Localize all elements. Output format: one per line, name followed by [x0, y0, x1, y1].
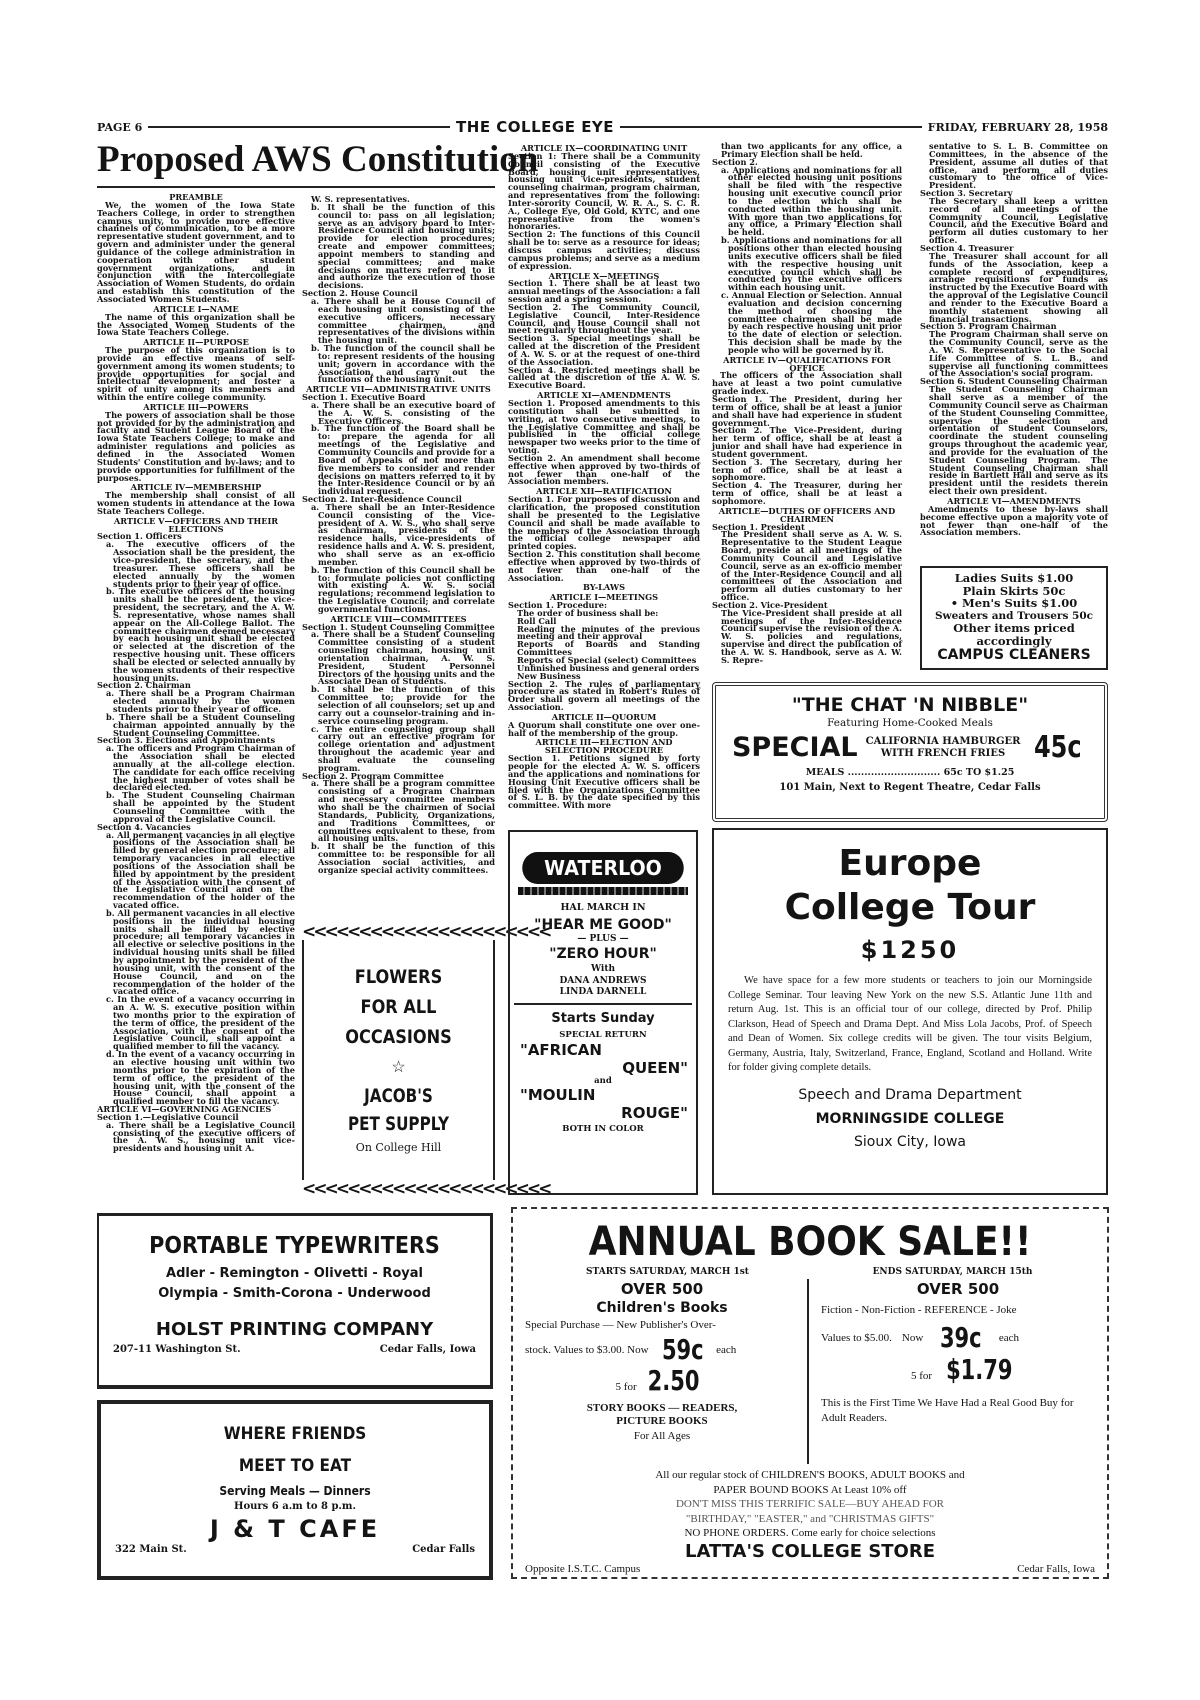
- clause: b. The executive officers of the housing units shall be the president, the vice-president, the secretary, and the A. W. S. representative, whose names shall appear on the All-College Ballot. The committee chairmen deemed necessary by each housing unit shall be elected or selected at the discretion of the respective housing unit. These officers shall be elected or selected annually by the women students of their respective housing units.: [106, 586, 295, 683]
- clause: a. There shall be an executive board of the A. W. S. consisting of the Executive Officers.: [311, 399, 495, 426]
- section-text: Section 1. For purposes of discussion and clarification, the proposed constitution shall be presented to the Legislative Council and shall be made available to the members of the Association through the official college newspaper and printed copies.: [508, 494, 700, 552]
- clause: a. Applications and nominations for all other elected housing unit positions shall be filed with the respective housing unit executive council prior to the election which shall be conducted within the housing unit. With more than two applications for any office, a Primary Election shall be held.: [721, 164, 902, 238]
- ad-line: NO PHONE ORDERS. Come early for choice selections: [684, 1527, 936, 1539]
- ad-line: PET SUPPLY: [347, 1113, 450, 1135]
- childrens-offer: [525, 1279, 809, 1464]
- brand-list: Olympia - Smith-Corona - Underwood: [158, 1286, 431, 1301]
- special-label: SPECIAL: [731, 732, 858, 763]
- ad-line: — PLUS —: [577, 934, 629, 944]
- headline: Proposed AWS Constitution: [97, 138, 495, 188]
- price: 39c: [940, 1321, 982, 1354]
- section-text: Section 5. Program Chairman: [920, 321, 1057, 332]
- section-text: Section 1. Petitions signed by forty people for the elected A. W. S. officers and the applications and nominations for Housing Unit Executive officers shall be filed with the Organizations Committee of S. L. B. by the date specified by this committee. With more: [508, 753, 700, 811]
- clause: b. The Student Counseling Chairman shall be appointed by the Student Counseling Committee with the approval of the Legislative Council.: [106, 790, 295, 824]
- dot-leader: ............................: [847, 767, 941, 778]
- article-heading: BY-LAWS: [582, 582, 625, 593]
- paragraph: We, the women of the Iowa State Teachers College, in order to strengthen campus unity, to provide more effective channels of communication, to be a more representative student government, and to govern and administer under the general guidance of the college administration in cooperation with other student government organizations, and in conjunction with the Intercollegiate Association of Women Students, do ordain and establish this constitution of the Associated Women Students.: [97, 199, 295, 304]
- ad-line: BOTH IN COLOR: [562, 1124, 644, 1134]
- ad-line: DON'T MISS THIS TERRIFIC SALE—BUY AHEAD FOR: [675, 1498, 945, 1510]
- article-heading: ARTICLE VIII—COMMITTEES: [330, 613, 467, 624]
- address: 322 Main St.: [115, 1544, 187, 1555]
- article-heading: ARTICLE XI—AMENDMENTS: [537, 390, 671, 401]
- ad-headline: College Tour: [784, 887, 1036, 928]
- ad-line: Serving Meals — Dinners: [219, 1484, 371, 1498]
- section-text: Section 1. Procedure:: [508, 600, 608, 611]
- theatre-logo: WATERLOO: [522, 852, 684, 884]
- item-line: CALIFORNIA HAMBURGER: [865, 735, 1021, 747]
- waterloo-theatre-ad: [508, 830, 698, 1195]
- indented-text: New Business: [517, 670, 581, 681]
- indented-text: Reading the minutes of the previous meeting and their approval: [517, 623, 700, 642]
- section-text: Section 1: There shall be a Community Council consisting of the Executive Board, housing unit representatives, housing unit vice-presidents, student counseling chairman, program chairman, and representatives from the following: Inter-sorority Council, W. R. A., S. C. R. A., College Eye, Old Gold, KYTC, and one representative from the women's honoraries.: [508, 150, 700, 232]
- indented-text: W. S. representatives.: [311, 194, 410, 204]
- ad-line: HAL MARCH IN: [560, 902, 646, 913]
- clause: c. Annual Election or Selection. Annual evaluation and decision concerning the method of choosing the committee chairmen shall be made by each respective housing unit prior to the date of election or selection. This decision shall be made by the people who will be governed by it.: [721, 290, 902, 355]
- cafe-name: J & T CAFE: [209, 1515, 381, 1543]
- ad-line: and: [594, 1076, 612, 1086]
- address: 101 Main, Next to Regent Theatre, Cedar Falls: [779, 782, 1041, 793]
- masthead: [97, 118, 1108, 136]
- paragraph: The purpose of this organization is to provide an effective means of self-government among its women students; to provide opportunities for social and intellectual development; and foster a spirit of unity among its members and within the entire college community.: [97, 345, 295, 403]
- page-number: PAGE 6: [97, 120, 143, 134]
- ad-line: STORY BOOKS — READERS,: [586, 1402, 738, 1414]
- section-text: Section 1.—Legislative Council: [97, 1111, 239, 1122]
- indented-text: The Secretary shall keep a written record of all meetings of the Community Council, Legislative Council, and the Executive Board and perform all duties customary to her office.: [929, 195, 1108, 246]
- article-heading: ARTICLE III—POWERS: [143, 401, 249, 412]
- indented-text: Unfinished business and general orders: [517, 662, 700, 673]
- clause: c. The entire counseling group shall carry out an effective program for college orientation and adjustment throughout the academic year and shall evaluate the counseling program.: [311, 723, 495, 773]
- actor-name: DANA ANDREWS: [559, 976, 647, 986]
- section-text: Section 1. Officers: [97, 531, 182, 542]
- article-column-1: [97, 192, 295, 1182]
- section-text: Section 2. An amendment shall become effective when approved by two-thirds of not fewer than one-half of the Association members.: [508, 452, 700, 487]
- department-name: Speech and Drama Department: [798, 1086, 1022, 1103]
- ad-line: PAPER BOUND BOOKS At Least 10% off: [713, 1483, 907, 1496]
- college-name: MORNINGSIDE COLLEGE: [815, 1110, 1005, 1127]
- jt-cafe-ad: [97, 1400, 493, 1580]
- hours: Hours 6 a.m to 8 p.m.: [234, 1501, 356, 1512]
- paragraph: Amendments to these by-laws shall become effective upon a majority vote of not fewer than one-half of the Association members.: [920, 503, 1108, 538]
- clause: c. In the event of a vacancy occurring in an A. W. S. executive position within two months prior to the expiration of the term of office, the president of the Association, with the consent of the Legislative Council, shall appoint a qualified member to fill the vacancy.: [106, 994, 295, 1052]
- tour-price: $1250: [860, 936, 960, 964]
- clause: a. There shall be a Program Chairman elected annually by the women students prior to their year of office.: [106, 688, 295, 714]
- ad-line: • Men's Suits $1.00: [950, 596, 1078, 610]
- category: Children's Books: [596, 1300, 728, 1316]
- company-name: HOLST PRINTING COMPANY: [155, 1319, 434, 1340]
- bulk-price-row: [821, 1354, 1095, 1392]
- bulk-label: 5 for: [911, 1370, 933, 1382]
- movie-title: ROUGE": [621, 1104, 688, 1122]
- description: Values to $5.00.: [821, 1331, 892, 1344]
- article-heading: ARTICLE III—ELECTION AND SELECTION PROCEDURE: [535, 737, 673, 756]
- clause: a. There shall be a program committee consisting of a Program Chairman and necessary committee members who shall be the chairmen of Social Standards, Publicity, Organizations, and Traditions Committees, or committees equivalent to these, from all housing units.: [311, 778, 495, 844]
- bulk-label: 5 for: [615, 1381, 637, 1393]
- section-text: Section 1. Student Counseling Committee: [302, 621, 495, 632]
- ad-line: For All Ages: [633, 1430, 691, 1442]
- city: Cedar Falls, Iowa: [379, 1344, 476, 1355]
- article-column-3: [508, 143, 700, 823]
- category: Fiction - Non-Fiction - REFERENCE - Joke: [821, 1304, 1017, 1316]
- each-label: each: [998, 1331, 1019, 1344]
- adult-offer: [809, 1279, 1095, 1464]
- paragraph: The membership shall consist of all women students in attendance at the Iowa State Teachers College.: [97, 490, 295, 516]
- clause: a. There shall be a Student Counseling Committee consisting of a student counseling chairman, housing unit orientation chairman, A. W. S. President, Student Personnel Directors of the housing units and the Associate Dean of Students.: [311, 629, 495, 687]
- ad-line: JACOB'S: [364, 1085, 433, 1107]
- bulk-price-row: [525, 1366, 799, 1402]
- meals-price: 65c TO $1.25: [943, 767, 1015, 778]
- special-item: [866, 736, 1021, 760]
- section-text: Section 2. The Community Council, Legislative Council, Inter-Residence Council, and House Council shall not meet regularly throughout the year.: [508, 301, 700, 336]
- movie-title: QUEEN": [622, 1059, 688, 1077]
- article-heading: ARTICLE V—OFFICERS AND THEIR ELECTIONS: [113, 515, 279, 534]
- article-heading: ARTICLE X—MEETINGS: [548, 270, 660, 281]
- location: Opposite I.S.T.C. Campus: [525, 1562, 641, 1575]
- ad-body: We have space for a few more students or teachers to join our Morningside College Seminar. Tour leaving New York on the new S.S. Atlantic June 11th and return Aug. 1st. This is an official tour of our college, directed by Prof. Philip Clarkson, Head of Speech and Drama Dept. And Miss Lola Jacobs, Prof. of Speech and Dean of Women. Six college credits will be given. The tour visits Belgium, Germany, Austria, Italy, Switzerland, France, England, Scotland and Holland. Write for folder giving complete details.: [728, 975, 1092, 1073]
- indented-text: The Treasurer shall account for all funds of the Association, keep a complete record of expenditures, arrange requisitions for funds as instructed by the Executive Board with the approval of the Legislative Council and render to the Executive Board a monthly statement showing all financial transactions.: [929, 250, 1108, 324]
- clause: b. It shall be the function of this council to: pass on all legislation; serve as an advisory board to Inter-Residence Council and housing units; provide for election procedures; create and empower committees; appoint members to standing and special committees; and make decisions on matters referred to it and authorize the execution of those decisions.: [311, 201, 495, 291]
- movie-title: "MOULIN: [520, 1086, 596, 1104]
- ad-line: Plain Skirts 50c: [962, 583, 1066, 598]
- article-heading: ARTICLE II—PURPOSE: [143, 337, 249, 348]
- city: Cedar Falls: [412, 1544, 475, 1555]
- paragraph: The officers of the Association shall have at least a two point cumulative grade index.: [712, 370, 902, 397]
- ad-line: OCCASIONS: [345, 1026, 452, 1048]
- section-text: A Quorum shall constitute one over one-half of the membership of the group.: [508, 719, 700, 738]
- article-column-2: [302, 196, 495, 926]
- article-heading: ARTICLE IX—COORDINATING UNIT: [520, 143, 688, 153]
- ad-headline: Europe: [838, 843, 982, 884]
- tagline: Featuring Home-Cooked Meals: [827, 717, 993, 729]
- ad-line: All our regular stock of CHILDREN'S BOOKS, ADULT BOOKS and: [655, 1469, 965, 1481]
- section-text: Section 1. The President, during her term of office, shall be at least a junior and shall have had experience in student government.: [712, 394, 902, 428]
- indented-text: The Vice-President shall preside at all meetings of the Inter-Residence Council supervise the revision of the A. W. S. policies and regulations, supervise and direct the publication of the A. W. S. Handbook, serve as A. W. S. Repre-: [721, 607, 902, 665]
- city: Cedar Falls, Iowa: [1017, 1562, 1095, 1575]
- section-text: Section 1. Proposed amendments to this constitution shall be submitted in writing, at two consecutive meetings, to the Legislative Committee and shall be published in the official college newspaper two weeks prior to the time of voting.: [508, 398, 700, 456]
- ad-line: Starts Sunday: [551, 1011, 655, 1026]
- meals-label: MEALS: [805, 767, 845, 778]
- clause: a. The executive officers of the Association shall be the president, the vice-president, the secretary, and the treasurer. These officers shall be elected annually by the women students prior to their year of office.: [106, 539, 295, 589]
- city: Sioux City, Iowa: [853, 1133, 966, 1150]
- article-heading: ARTICLE XII—RATIFICATION: [536, 486, 672, 497]
- article-column-5: [920, 143, 1108, 563]
- section-text: Section 3. Secretary: [920, 188, 1013, 199]
- rule: [148, 126, 450, 128]
- indented-text: sentative to S. L. B. Committee on Committees, in the absence of the President, assume all duties of that office, and perform all duties customary to the office of Vice-President.: [929, 141, 1108, 191]
- indented-text: The Student Counseling Chairman shall serve as a member of the Community Council serve as Chairman of the Student Counseling Committee, supervise the selection and orientation of Student Counselors, coordinate the student counseling groups throughout the academic year, and provide for the evaluation of the Student Counseling Program. The Student Counseling Chairman shall reside in Bartlett Hall and serve as its president until the residets therein elect their own president.: [929, 384, 1108, 497]
- address: 207-11 Washington St.: [113, 1344, 241, 1355]
- clause: b. It shall be the function of this committee to: be responsible for all Association social activities, and organize special activity committees.: [311, 841, 495, 875]
- offers: [525, 1279, 1095, 1464]
- clause: b. There shall be a Student Counseling chairman appointed annually by the Student Counseling Committee.: [106, 711, 295, 738]
- clause: b. The function of the council shall be to: represent residents of the housing unit; govern in accordance with the Association, and carry out the functions of the housing unit.: [311, 343, 495, 385]
- sale-details: [525, 1468, 1095, 1541]
- ad-line: On College Hill: [355, 1141, 442, 1154]
- issue-date: FRIDAY, FEBRUARY 28, 1958: [927, 120, 1109, 134]
- rule: [620, 126, 922, 128]
- indented-text: Reports of Special (select) Committees: [517, 655, 697, 665]
- article-heading: ARTICLE II—QUORUM: [551, 711, 657, 722]
- movie-title: "AFRICAN: [520, 1041, 602, 1059]
- special-row: [716, 730, 1104, 765]
- clause: d. In the event of a vacancy occurring in an elective housing unit within two months prior to the expiration of the term of office, the president of the housing unit, with the consent of the House Council, shall appoint a qualified member to fill the vacancy.: [106, 1049, 295, 1107]
- arrow-border-icon: <<<<<<<<<<<<<<<<<<<<<<: [302, 922, 550, 942]
- ad-line: FOR ALL: [360, 996, 437, 1018]
- clause: b. Applications and nominations for all positions other than elected housing units executive officers shall be filed with the respective housing unit executive council which shall be conducted by the executive officers within each housing unit.: [721, 235, 902, 293]
- clause: a. There shall be a House Council of each housing unit consisting of the executive officers, necessary committee chairmen, and representatives of the divisions within the housing unit.: [311, 295, 495, 346]
- europe-college-tour-ad: [712, 828, 1108, 1195]
- arrow-border-icon: <<<<<<<<<<<<<<<<<<<<<<: [302, 1179, 550, 1199]
- price-row: [525, 1333, 799, 1366]
- section-text: Section 4. Restricted meetings shall be called at the discretion of the A. W. S. Executive Board.: [508, 364, 700, 391]
- section-text: Section 2. The rules of parliamentary procedure as stated in Robert's Rules of Order shall govern all meetings of the Association.: [508, 678, 700, 713]
- start-date: STARTS SATURDAY, MARCH 1st: [586, 1267, 749, 1277]
- meals-row: [716, 765, 1104, 781]
- quantity: OVER 500: [916, 1280, 1000, 1298]
- section-text: Section 1. There shall be at least two annual meetings of the Association: a fall session and a spring session.: [508, 278, 700, 305]
- decorative-strip: [518, 887, 688, 895]
- ad-headline: MEET TO EAT: [238, 1456, 352, 1476]
- ad-headline: PORTABLE TYPEWRITERS: [149, 1233, 440, 1259]
- ad-headline: WHERE FRIENDS: [223, 1424, 367, 1444]
- ad-line: FLOWERS: [354, 966, 443, 988]
- description: stock. Values to $3.00. Now: [525, 1343, 649, 1356]
- section-text: Section 4. The Treasurer, during her term of office, shall be at least a sophomore.: [712, 480, 902, 506]
- now-label: Now: [901, 1331, 924, 1344]
- article-heading: ARTICLE IV—QUALIFICATIONS FOR OFFICE: [723, 354, 891, 373]
- address-row: [101, 1544, 489, 1555]
- article-heading: PREAMBLE: [169, 192, 223, 202]
- advertiser-name: CAMPUS CLEANERS: [937, 647, 1091, 663]
- article-column-4: [712, 143, 902, 675]
- ad-headline: ANNUAL BOOK SALE!!: [588, 1219, 1032, 1265]
- section-text: ARTICLE VI—GOVERNING AGENCIES: [97, 1104, 272, 1115]
- lattas-book-sale-ad: [511, 1207, 1109, 1579]
- section-text: Section 3. Elections and Appointments: [97, 735, 276, 746]
- paragraph: The name of this organization shall be the Associated Women Students of the Iowa State Teachers College.: [97, 311, 295, 338]
- section-text: Section 2. House Council: [302, 288, 418, 299]
- section-text: Section 2. Vice-President: [712, 599, 828, 610]
- section-text: Section 2.: [712, 156, 758, 167]
- clause: b. The function of this Council shall be to: formulate policies not conflicting with existing A. W. S. social regulations; recommend legislation to the Legislative Council; and correlate governmental functions.: [311, 564, 495, 614]
- movie-title: "ZERO HOUR": [549, 946, 657, 962]
- section-text: Section 1. Executive Board: [302, 392, 426, 403]
- section-text: Section 3. The Secretary, during her term of office, shall be at least a sophomore.: [712, 456, 902, 483]
- clause: a. The officers and Program Chairman of the Association shall be elected annually at the all-college election. The candidate for each office receiving the highest number of votes shall be declared elected.: [106, 743, 295, 793]
- section-text: Section 2. This constitution shall become effective when approved by two-thirds of not fewer than one-half of the Association.: [508, 549, 700, 583]
- dates-row: [525, 1265, 1095, 1279]
- ad-line: Ladies Suits $1.00: [954, 571, 1074, 585]
- article-heading: ARTICLE I—NAME: [153, 303, 239, 314]
- clause: a. All permanent vacancies in all elective positions of the Association shall be filled by general election procedure; all temporary vacancies in all elective positions of the Association shall be filled by appointment by the president of the Association with the consent of the Legislative Council and on the recommendation of the holder of the vacated office.: [106, 829, 295, 911]
- indented-text: than two applicants for any office, a Primary Election shall be held.: [721, 141, 902, 159]
- indented-text: Reports of Boards and Standing Committees: [517, 639, 700, 658]
- indented-text: The order of business shall be:: [517, 607, 659, 618]
- article-heading: ARTICLE VI—AMENDMENTS: [947, 495, 1081, 506]
- item-line: WITH FRENCH FRIES: [880, 747, 1006, 759]
- section-text: Section 2. The Vice-President, during her term of office, shall be at least a junior and shall have had experience in student government.: [712, 425, 902, 459]
- section-text: Section 4. Vacancies: [97, 821, 191, 832]
- clause: b. All permanent vacancies in all elective positions in the individual housing units shall be filled by elective procedure; all temporary vacancies in all elective or selective positions in the individual housing units shall be filled by appointment by the president of the housing unit, with the consent of the House Council, and on the recommendation of the holder of the vacated office.: [106, 907, 295, 997]
- advertiser-name: "THE CHAT 'N NIBBLE": [791, 694, 1029, 716]
- indented-text: The Program Chairman shall serve on the Community Council, serve as the A. W. S. Representative to the Social Life Committee of S. L. B., and supervise all functioning committees of the Association's social program.: [929, 329, 1108, 379]
- indented-text: Roll Call: [517, 615, 557, 626]
- ad-line: SPECIAL RETURN: [559, 1030, 647, 1040]
- paragraph: The powers of association shall be those not provided for by the administration and faculty and Student League Board of the Iowa State Teachers College; to make and administer regulations and policies as defined in the Associated Women Students' Constitution and by-laws; and to provide opportunities for fulfillment of the purposes.: [97, 409, 295, 483]
- article-heading: ARTICLE I—MEETINGS: [549, 592, 659, 603]
- ad-line: accordingly: [976, 633, 1052, 648]
- special-price: 45c: [1034, 730, 1083, 765]
- brand-list: Adler - Remington - Olivetti - Royal: [166, 1266, 423, 1281]
- holst-printing-ad: [97, 1213, 493, 1389]
- address-row: [525, 1563, 1095, 1575]
- quantity: OVER 500: [620, 1280, 704, 1298]
- actor-name: LINDA DARNELL: [514, 987, 692, 1005]
- jacobs-pet-supply-ad: [302, 940, 495, 1180]
- clause: a. There shall be an Inter-Residence Council consisting of the Vice-president of A. W. S., who shall serve as chairman, presidents of the residence halls, vice-presidents of residence halls and A. W. S. president, who shall serve as an ex-officio member.: [311, 501, 495, 567]
- ad-line: "BIRTHDAY," "EASTER," and "CHRISTMAS GIFTS": [685, 1512, 935, 1525]
- star-icon: ☆: [391, 1057, 406, 1076]
- description: Special Purchase — New Publisher's Over-: [525, 1319, 716, 1331]
- price-row: [821, 1321, 1095, 1354]
- clause: a. There shall be a Legislative Council consisting of the executive officers of the A. W. S., housing unit vice-presidents and housing unit A.: [106, 1119, 295, 1154]
- section-text: Section 4. Treasurer: [920, 242, 1014, 253]
- section-text: Section 2. Inter-Residence Council: [302, 494, 462, 505]
- ad-line: PICTURE BOOKS: [616, 1415, 708, 1427]
- article-heading: ARTICLE—DUTIES OF OFFICERS AND CHAIRMEN: [718, 505, 896, 524]
- campus-cleaners-ad: [920, 566, 1108, 670]
- each-label: each: [716, 1343, 737, 1356]
- bulk-price: $1.79: [945, 1353, 1013, 1386]
- movie-title: "HEAR ME GOOD": [534, 917, 672, 933]
- indented-text: The President shall serve as A. W. S. Representative to the Student League Board, preside at all meetings of the Community Council and Legislative Council, serve as an ex-officio member of the Inter-Residence Council and all committees of the Association and perform all duties customary to her office.: [721, 529, 902, 603]
- ad-note: This is the First Time We Have Had a Real Good Buy for Adult Readers.: [821, 1397, 1074, 1424]
- section-text: Section 2. Chairman: [97, 680, 191, 691]
- section-text: Section 2: The functions of this Council shall be to: serve as a resource for ideas; discuss campus activities; discuss campus problems; and serve as a medium of expression.: [508, 229, 700, 271]
- article-heading: ARTICLE IV—MEMBERSHIP: [130, 482, 262, 493]
- end-date: ENDS SATURDAY, MARCH 15th: [872, 1267, 1033, 1277]
- chat-n-nibble-ad: [712, 682, 1108, 822]
- section-text: Section 2. Program Committee: [302, 770, 444, 781]
- store-name: LATTA'S COLLEGE STORE: [684, 1540, 936, 1562]
- ad-line: Sweaters and Trousers 50c: [934, 609, 1094, 622]
- ad-line: With: [590, 964, 616, 974]
- address-row: [99, 1342, 490, 1357]
- newspaper-name: THE COLLEGE EYE: [456, 118, 615, 136]
- bulk-price: 2.50: [647, 1364, 700, 1397]
- article-heading: ARTICLE VII—ADMINISTRATIVE UNITS: [306, 384, 491, 395]
- clause: b. The function of the Board shall be to: prepare the agenda for all meetings of the Legislative and Community Councils and provide for a Board of Appeals of not more than five members to consider and render decisions on matters referred to it by the Inter-Residence Council or by an individual request.: [311, 423, 495, 497]
- section-text: Section 1. President: [712, 521, 805, 532]
- price: 59c: [661, 1333, 704, 1366]
- section-text: Section 6. Student Counseling Chairman: [920, 376, 1108, 387]
- section-text: Section 3. Special meetings shall be called at the discretion of the President of A. W. S. or at the request of one-third of the Association.: [508, 333, 700, 367]
- ad-line: Other items priced: [953, 621, 1075, 635]
- clause: b. It shall be the function of this Committee to; provide for the selection of all counselors; set up and carry out a counselor-training and in-service counseling program.: [311, 684, 495, 726]
